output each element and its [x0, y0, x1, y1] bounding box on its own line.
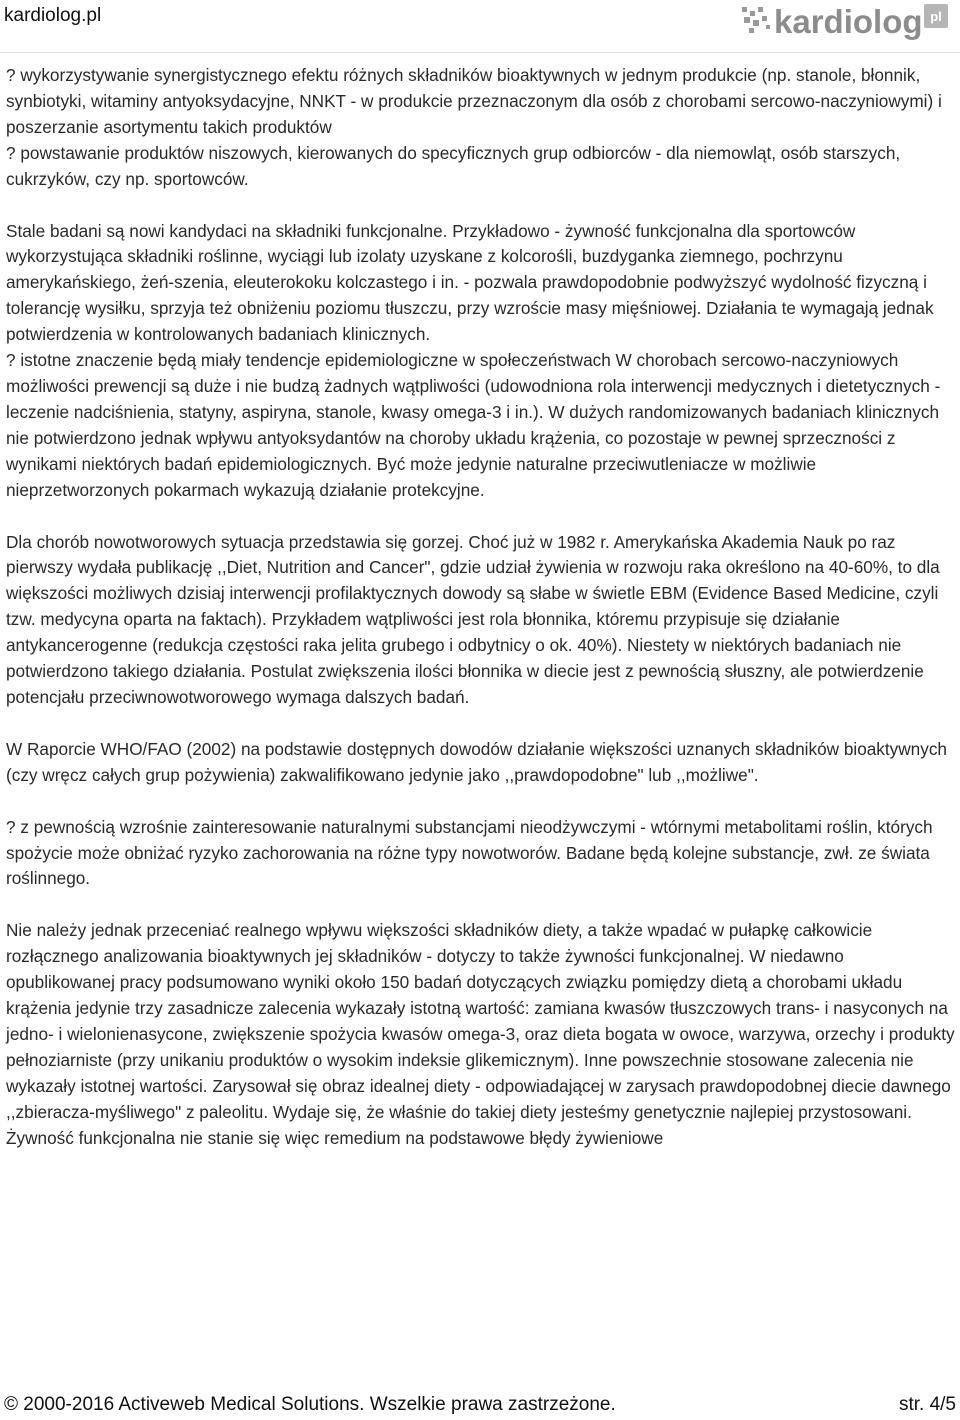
- paragraph-gap: [6, 711, 956, 737]
- paragraph-gap: [6, 193, 956, 219]
- logo-dots-icon: [742, 7, 770, 33]
- logo-badge-text: pl: [930, 9, 942, 24]
- header-divider: [0, 52, 960, 53]
- paragraph-gap: [6, 789, 956, 815]
- paragraph-cancer: Dla chorób nowotworowych sytuacja przedstawia się gorzej. Choć już w 1982 r. Amerykańska Akademia Nauk po raz pierwszy wydała publikację ,,Diet, Nutrition and Cancer", gdzie udział żywienia w rozwoju raka określono na 40-60%, to dla większości możliwych dzisiaj interwencji profilaktycznych dowody są słabe w świetle EBM (Evidence Based Medicine, czyli tzw. medycyna oparta na faktach). Przykładem wątpliwości jest rola błonnika, któremu przypisuje się działanie antykancerogenne (redukcja częstości raka jelita grubego i odbytnicy o ok. 40%). Niestety w niektórych badaniach nie potwierdzono takiego działania. Postulat zwiększenia ilości błonnika w diecie jest z pewnością słuszny, ale potwierdzenie potencjału przeciwnowotworowego wymaga dalszych badań.: [6, 531, 940, 707]
- article-body: [6, 63, 956, 1152]
- paragraph-new-candidates: Stale badani są nowi kandydaci na składniki funkcjonalne. Przykładowo - żywność funkcjonalna dla sportowców wykorzystująca składniki roślinne, wyciągi lub izolaty uzyskane z kolcorośli, buzdyganka ziemnego, pochrzynu amerykańskiego, żeń-szenia, eleuterokoku kolczastego i in. - pozwala prawdopodobnie podwyższyć wydolność fizyczną i tolerancję wysiłku, sprzyja też obniżeniu poziomu tłuszczu, przy wzroście masy mięśniowej. Działania te wymagają jednak potwierdzenia w kontrolowanych badaniach klinicznych.: [6, 220, 934, 345]
- footer-copyright: © 2000-2016 Activeweb Medical Solutions. Wszelkie prawa zastrzeżone.: [4, 1394, 616, 1415]
- paragraph-gap: [6, 504, 956, 530]
- page-number: str. 4/5: [898, 1394, 956, 1415]
- paragraph-niche-products: ? powstawanie produktów niszowych, kierowanych do specyficznych grup odbiorców - dla niemowląt, osób starszych, cukrzyków, czy np. sportowców.: [6, 142, 901, 189]
- logo-wordmark: kardiolog: [774, 3, 923, 40]
- site-name[interactable]: kardiolog.pl: [4, 5, 102, 26]
- paragraph-epidemiology: ? istotne znaczenie będą miały tendencje epidemiologiczne w społeczeństwach W chorobach sercowo-naczyniowych możliwości prewencji są duże i nie budzą żadnych wątpliwości (udowodniona rola interwencji medycznych i dietetycznych - leczenie nadciśnienia, statyny, aspiryna, stanole, kwasy omega-3 i in.). W dużych randomizowanych badaniach klinicznych nie potwierdzono jednak wpływu antyoksydantów na choroby układu krążenia, co pozostaje w pewnej sprzeczności z wynikami niektórych badań epidemiologicznych. Być może jedynie naturalne przeciwutleniacze w możliwie nieprzetworzonych pokarmach wykazują działanie protekcyjne.: [6, 350, 941, 500]
- page-footer: [0, 1394, 960, 1420]
- paragraph-synergy: ? wykorzystywanie synergistycznego efektu różnych składników bioaktywnych w jednym produkcie (np. stanole, błonnik, synbiotyki, witaminy antyoksydacyjne, NNKT - w produkcie przeznaczonym dla osób z chorobami sercowo-naczyniowymi) i poszerzanie asortymentu takich produktów: [6, 65, 942, 137]
- paragraph-diet-summary: Nie należy jednak przeceniać realnego wpływu większości składników diety, a także wpadać w pułapkę całkowicie rozłącznego analizowania bioaktywnych jej składników - dotyczy to także żywności funkcjonalnej. W niedawno opublikowanej pracy podsumowano wyniki około 150 badań dotyczących związku pomiędzy dietą a chorobami układu krążenia jedynie trzy zasadnicze zalecenia wykazały istotną wartość: zamiana kwasów tłuszczowych trans- i nasyconych na jedno- i wielonienasycone, zwiększenie spożycia kwasów omega-3, oraz dieta bogata w owoce, warzywa, orzechy i produkty pełnoziarniste (przy unikaniu produktów o wysokim indeksie glikemicznym). Inne powszechnie stosowane zalecenia nie wykazały istotnej wartości. Zarysował się obraz idealnej diety - odpowiadającej w zarysach prawdopodobnej diecie dawnego ,,zbieracza-myśliwego" z paleolitu. Wydaje się, że właśnie do takiej diety jesteśmy genetycznie najlepiej przystosowani. Żywność funkcjonalna nie stanie się więc remedium na podstawowe błędy żywieniowe: [6, 920, 955, 1148]
- kardiolog-logo[interactable]: [738, 0, 958, 46]
- paragraph-gap: [6, 892, 956, 918]
- paragraph-who-fao: W Raporcie WHO/FAO (2002) na podstawie dostępnych dowodów działanie większości uznanych składników bioaktywnych (czy wręcz całych grup pożywienia) zakwalifikowano jedynie jako ,,prawdopodobne" lub ,,możliwe".: [6, 738, 947, 785]
- page-header: [0, 0, 960, 46]
- paragraph-plant-substances: ? z pewnością wzrośnie zainteresowanie naturalnymi substancjami nieodżywczymi - wtórnymi metabolitami roślin, których spożycie może obniżać ryzyko zachorowania na różne typy nowotworów. Badane będą kolejne substancje, zwł. ze świata roślinnego.: [6, 816, 933, 889]
